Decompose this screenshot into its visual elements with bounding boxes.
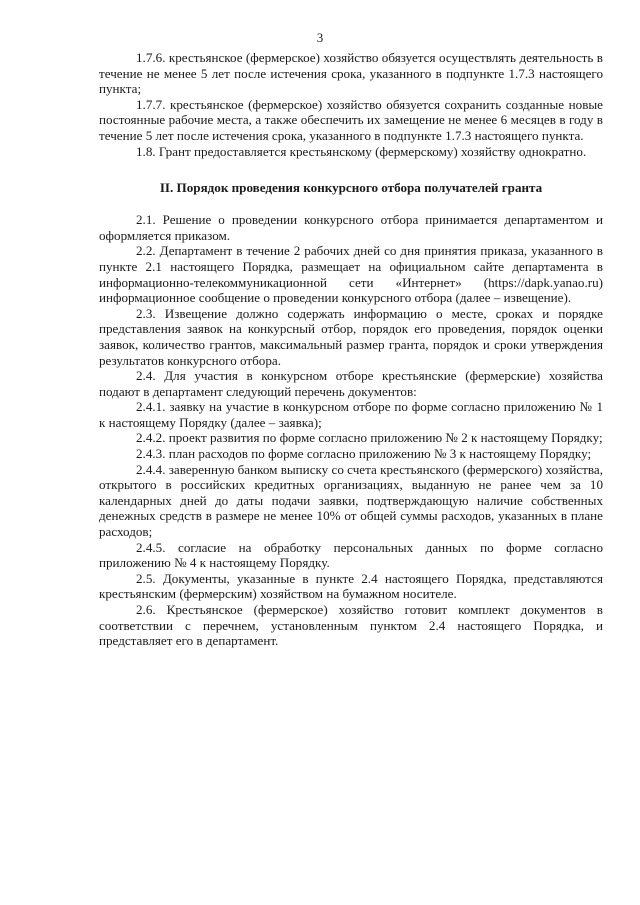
clause-1-8: 1.8. Грант предоставляется крестьянскому (фермерскому) хозяйству однократно. xyxy=(136,143,587,159)
clause-2-1: 2.1. Решение о проведении конкурсного отбора принимается департаментом и оформляется приказом. xyxy=(99,212,603,243)
clause-2-2: 2.2. Департамент в течение 2 рабочих дней со дня принятия приказа, указанного в пункте 2.1 настоящего Порядка, размещает на официальном сайте департамента в информационно-телекоммуникационной сети «Интернет» (https://dapk.yanao.ru) информационное сообщение о проведении конкурсного отбора (далее – извещение). xyxy=(99,243,603,306)
clause-2-3: 2.3. Извещение должно содержать информацию о месте, сроках и порядке представления заявок на конкурсный отбор, порядок его проведения, порядок оценки заявок, количество грантов, максимальный размер гранта, порядок и сроки утверждения результатов конкурсного отбора. xyxy=(99,305,603,368)
clause-1-7-6: 1.7.6. крестьянское (фермерское) хозяйство обязуется осуществлять деятельность в течение не менее 5 лет после истечения срока, указанного в подпункте 1.7.3 настоящего пункта; xyxy=(99,50,603,97)
clause-2-5: 2.5. Документы, указанные в пункте 2.4 настоящего Порядка, представляются крестьянским (фермерским) хозяйством на бумажном носителе. xyxy=(99,570,603,602)
page-number: 3 xyxy=(316,30,324,45)
clause-2-4-2: 2.4.2. проект развития по форме согласно приложению № 2 к настоящему Порядку; xyxy=(136,430,603,446)
clause-2-6: 2.6. Крестьянское (фермерское) хозяйство готовит комплект документов в соответствии с перечнем, установленным пунктом 2.4 настоящего Порядка, и представляет его в департамент. xyxy=(99,602,603,649)
clause-2-4-3: 2.4.3. план расходов по форме согласно приложению № 3 к настоящему Порядку; xyxy=(136,446,592,462)
clause-2-4-1: 2.4.1. заявку на участие в конкурсном отборе по форме согласно приложению № 1 к настоящему Порядку (далее – заявка); xyxy=(99,399,603,430)
clause-2-4-5: 2.4.5. согласие на обработку персональных данных по форме согласно приложению № 4 к настоящему Порядку. xyxy=(99,539,603,571)
section-heading: II. Порядок проведения конкурсного отбора получателей гранта xyxy=(159,180,543,196)
document-body xyxy=(99,50,603,649)
clause-1-7-7: 1.7.7. крестьянское (фермерское) хозяйство обязуется сохранить созданные новые постоянные рабочие места, а также обеспечить их замещение не менее 6 месяцев в году в течение 5 лет после истечения срока, указанного в подпункте 1.7.3 настоящего пункта. xyxy=(99,96,603,143)
clause-2-4-4: 2.4.4. заверенную банком выписку со счета крестьянского (фермерского) хозяйства, открытого в российских кредитных организациях, выданную не ранее чем за 10 календарных дней до даты подачи заявки, подтверждающую наличие собственных денежных средств в размере не менее 10% от общей суммы расходов, указанных в плане расходов; xyxy=(99,461,603,540)
clause-2-4: 2.4. Для участия в конкурсном отборе крестьянские (фермерские) хозяйства подают в департамент следующий перечень документов: xyxy=(99,368,603,399)
